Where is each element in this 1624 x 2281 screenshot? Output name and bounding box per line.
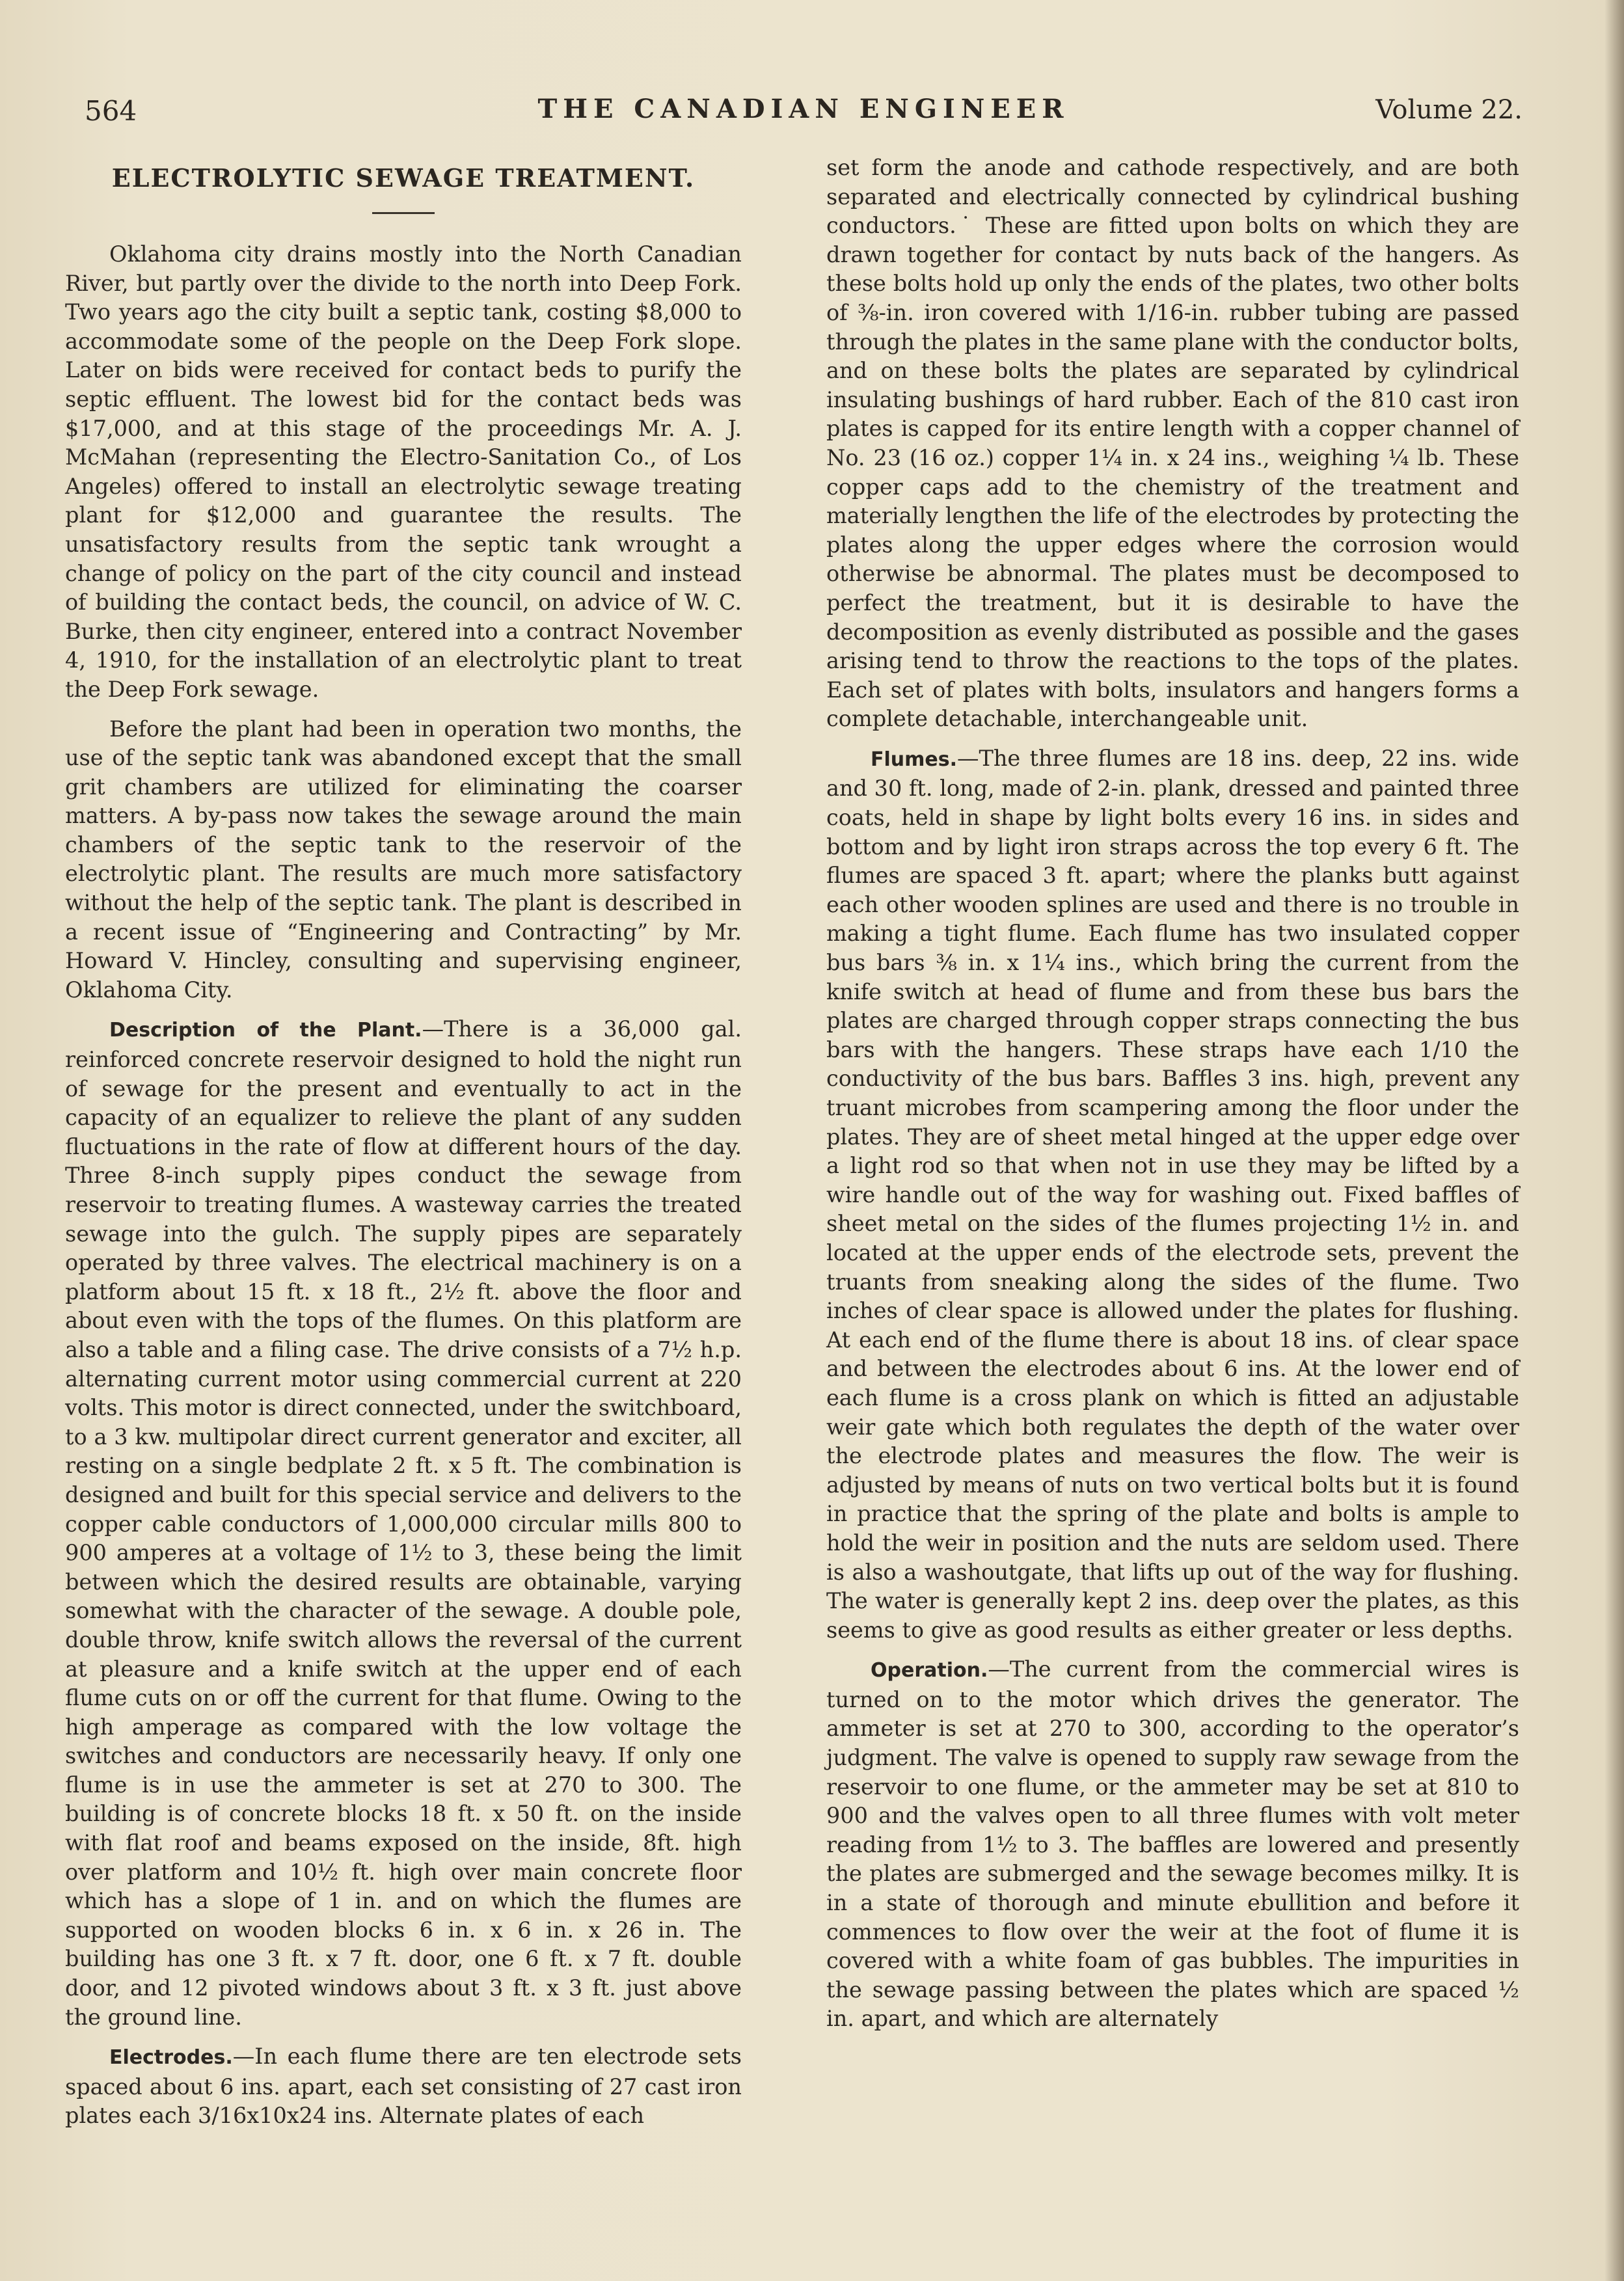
right-column: [826, 154, 1519, 2044]
flumes-text: —The three flumes are 18 ins. deep, 22 ins. wide and 30 ft. long, made of 2-in. plank, dressed and painted three coats, held in shape by light bolts every 16 ins. in sides and bottom and by light iron straps across the top every 6 ft. The flumes are spaced 3 ft. apart; where the planks butt against each other wooden splines are used and there is no trouble in making a tight flume. Each flume has two insulated copper bus bars ⅜ in. x 1¼ ins., which bring the current from the knife switch at head of flume and from these bus bars the plates are charged through copper straps connecting the bus bars with the hangers. These straps have each 1/10 the conductivity of the bus bars. Baffles 3 ins. high, prevent any truant microbes from scampering among the floor under the plates. They are of sheet metal hinged at the upper edge over a light rod so that when not in use they may be lifted by a wire handle out of the way for washing out. Fixed baffles of sheet metal on the sides of the flumes projecting 1½ in. and located at the upper ends of the electrode sets, prevent the truants from sneaking along the sides of the flume. Two inches of clear space is allowed under the plates for flushing. At each end of the flume there is about 18 ins. of clear space and between the electrodes about 6 ins. At the lower end of each flume is a cross plank on which is fitted an adjustable weir gate which both regulates the depth of the water over the electrode plates and measures the flow. The weir is adjusted by means of nuts on two vertical bolts but it is found in practice that the spring of the plate and bolts is ample to hold the weir in position and the nuts are seldom used. There is also a washoutgate, that lifts up out of the way for flushing. The water is generally kept 2 ins. deep over the plates, as this seems to give as good results as either greater or less depths.: [826, 745, 1519, 1643]
electrodes-paragraph: [65, 2042, 742, 2131]
left-column: [65, 156, 742, 2141]
intro-paragraph-1: Oklahoma city drains mostly into the North Canadian River, but partly over the divide to the north into Deep Fork. Two years ago the city built a septic tank, costing $8,000 to accommodate some of the people on the Deep Fork slope. Later on bids were received for contact beds to purify the septic effluent. The lowest bid for the contact beds was $17,000, and at this stage of the proceedings Mr. A. J. McMahan (representing the Electro-Sanitation Co., of Los Angeles) offered to install an electrolytic sewage treating plant for $12,000 and guarantee the results. The unsatisfactory results from the septic tank wrought a change of policy on the part of the city council and instead of building the contact beds, the council, on advice of W. C. Burke, then city engineer, entered into a contract November 4, 1910, for the installation of an electrolytic plant to treat the Deep Fork sewage.: [65, 241, 742, 702]
page-number: 564: [85, 95, 137, 127]
operation-paragraph: [826, 1655, 1519, 2034]
running-header: [85, 91, 1522, 137]
journal-title: THE CANADIAN ENGINEER: [537, 94, 1070, 124]
volume-label: Volume 22.: [1375, 95, 1522, 125]
electrodes-text: —In each flume there are ten electrode sets spaced about 6 ins. apart, each set consisting of 27 cast iron plates each 3/16x10x24 ins. Alternate plates of each: [65, 2044, 742, 2129]
description-text: —There is a 36,000 gal. reinforced concrete reservoir designed to hold the night run of sewage for the present and eventually to act in the capacity of an equalizer to relieve the plant of any sudden fluctuations in the rate of flow at different hours of the day. Three 8-inch supply pipes conduct the sewage from reservoir to treating flumes. A wasteway carries the treated sewage into the gulch. The supply pipes are separately operated by three valves. The electrical machinery is on a platform about 15 ft. x 18 ft., 2½ ft. above the floor and about even with the tops of the flumes. On this platform are also a table and a filing case. The drive consists of a 7½ h.p. alternating current motor using commercial current at 220 volts. This motor is direct connected, under the switchboard, to a 3 kw. multipolar direct current generator and exciter, all resting on a single bedplate 2 ft. x 5 ft. The combination is designed and built for this special service and delivers to the copper cable conductors of 1,000,000 circular mills 800 to 900 amperes at a voltage of 1½ to 3, these being the limit between which the desired results are obtainable, varying somewhat with the character of the sewage. A double pole, double throw, knife switch allows the reversal of the current at pleasure and a knife switch at the upper end of each flume cuts on or off the current for that flume. Owing to the high amperage as compared with the low voltage the switches and conductors are necessarily heavy. If only one flume is in use the ammeter is set at 270 to 300. The building is of concrete blocks 18 ft. x 50 ft. on the inside with flat roof and beams exposed on the inside, 8ft. high over platform and 10½ ft. high over main concrete floor which has a slope of 1 in. and on which the flumes are supported on wooden blocks 6 in. x 6 in. x 26 in. The building has one 3 ft. x 7 ft. door, one 6 ft. x 7 ft. double door, and 12 pivoted windows about 3 ft. x 3 ft. just above the ground line.: [65, 1016, 742, 2030]
description-heading: Description of the Plant.: [109, 1019, 422, 1042]
article-title: ELECTROLYTIC SEWAGE TREATMENT.: [111, 163, 696, 193]
binding-shadow: [1604, 0, 1624, 2281]
operation-heading: Operation.: [871, 1659, 988, 1682]
description-paragraph: [65, 1015, 742, 2032]
flumes-paragraph: [826, 744, 1519, 1645]
title-rule: [372, 212, 435, 214]
operation-text: —The current from the commercial wires is turned on to the motor which drives the generator. The ammeter is set at 270 to 300, according to the operator’s judgment. The valve is opened to supply raw sewage from the reservoir to one flume, or the ammeter may be set at 810 to 900 and the valves open to all three flumes with volt meter reading from 1½ to 3. The baffles are lowered and presently the plates are submerged and the sewage becomes milky. It is in a state of thorough and minute ebullition and before it commences to flow over the weir at the foot of flume it is covered with a white foam of gas bubbles. The impurities in the sewage passing between the plates which are spaced ½ in. apart, and which are alternately: [826, 1656, 1519, 2032]
electrodes-heading: Electrodes.: [109, 2046, 233, 2070]
electrodes-continued-paragraph: set form the anode and cathode respectively, and are both separated and electrically connected by cylindrical bushing conductors.˙ These are fitted upon bolts on which they are drawn together for contact by nuts back of the hangers. As these bolts hold up only the ends of the plates, two other bolts of ⅜-in. iron covered with 1/16-in. rubber tubing are passed through the plates in the same plane with the conductor bolts, and on these bolts the plates are separated by cylindrical insulating bushings of hard rubber. Each of the 810 cast iron plates is capped for its entire length with a copper channel of No. 23 (16 oz.) copper 1¼ in. x 24 ins., weighing ¼ lb. These copper caps add to the chemistry of the treatment and materially lengthen the life of the electrodes by protecting the plates along the upper edges where the corrosion would otherwise be abnormal. The plates must be decomposed to perfect the treatment, but it is desirable to have the decomposition as evenly distributed as possible and the gases arising tend to throw the reactions to the tops of the plates. Each set of plates with bolts, insulators and hangers forms a complete detachable, interchangeable unit.: [826, 155, 1519, 732]
intro-paragraph-2: Before the plant had been in operation two months, the use of the septic tank was abandoned except that the small grit chambers are utilized for eliminating the coarser matters. A by-pass now takes the sewage around the main chambers of the septic tank to the reservoir of the electrolytic plant. The results are much more satisfactory without the help of the septic tank. The plant is described in a recent issue of “Engineering and Contracting” by Mr. Howard V. Hincley, consulting and supervising engineer, Oklahoma City.: [65, 716, 742, 1003]
flumes-heading: Flumes.: [871, 748, 957, 771]
